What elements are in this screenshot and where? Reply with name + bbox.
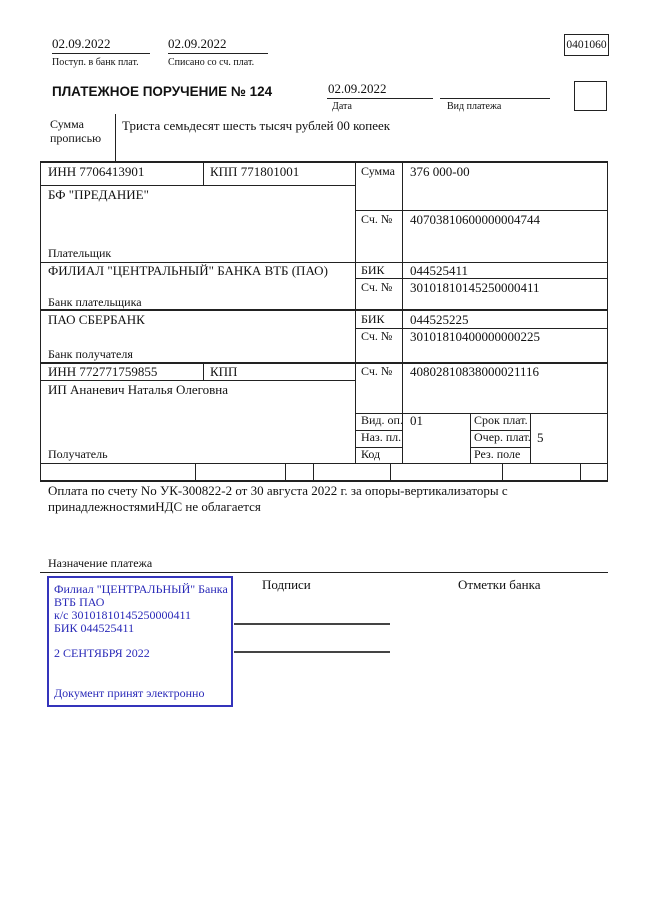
payer-bank-name: ФИЛИАЛ "ЦЕНТРАЛЬНЫЙ" БАНКА ВТБ (ПАО) — [48, 263, 328, 278]
received-date: 02.09.2022 — [52, 36, 111, 51]
sum-value: 376 000-00 — [410, 164, 470, 179]
table-border — [355, 210, 608, 211]
table-border — [195, 463, 196, 480]
bank-marks-label: Отметки банка — [458, 577, 541, 592]
sum-label: Сумма — [361, 164, 395, 178]
stamp-bank-name-2: ВТБ ПАО — [54, 595, 105, 609]
payer-bank-bik: 044525411 — [410, 263, 469, 278]
table-border — [40, 463, 608, 464]
payer-bank-label: Банк плательщика — [48, 295, 142, 309]
order-value: 5 — [537, 430, 544, 445]
stamp-bank-name-1: Филиал "ЦЕНТРАЛЬНЫЙ" Банка — [54, 582, 228, 596]
table-border — [203, 161, 204, 185]
stamp-date: 2 СЕНТЯБРЯ 2022 — [54, 646, 150, 660]
payer-kpp: КПП 771801001 — [210, 164, 300, 179]
table-border — [203, 362, 204, 380]
payer-bank-account: 30101810145250000411 — [410, 280, 540, 295]
purpose-line-2: принадлежностямиНДС не облагается — [48, 499, 261, 514]
amount-words-divider — [115, 114, 116, 162]
form-code: 0401060 — [566, 39, 607, 51]
table-border — [40, 380, 355, 381]
payee-inn: ИНН 772771759855 — [48, 364, 158, 379]
doc-date-label: Дата — [332, 101, 352, 112]
payer-name: БФ "ПРЕДАНИЕ" — [48, 187, 149, 202]
debited-date: 02.09.2022 — [168, 36, 227, 51]
code-label: Код — [361, 447, 381, 461]
payee-name: ИП Ананевич Наталья Олеговна — [48, 382, 228, 397]
bank-stamp — [47, 576, 233, 707]
purpose-bottom-border — [40, 572, 608, 573]
table-border — [502, 463, 503, 480]
payer-account: 40703810600000004744 — [410, 212, 540, 227]
reserve-label: Рез. поле — [474, 447, 521, 461]
table-border — [470, 413, 471, 463]
payee-kpp-label: КПП — [210, 364, 238, 379]
signature-line-1 — [234, 623, 390, 625]
payee-label: Получатель — [48, 447, 108, 461]
payee-bank-bik-label: БИК — [361, 312, 385, 326]
payer-account-label: Сч. № — [361, 212, 393, 226]
table-border — [40, 185, 355, 186]
doc-date: 02.09.2022 — [328, 81, 387, 96]
debited-date-underline — [168, 53, 268, 54]
op-type-label: Вид. оп. — [361, 413, 403, 427]
received-date-underline — [52, 53, 150, 54]
payee-bank-bik: 044525225 — [410, 312, 469, 327]
due-date-label: Срок плат. — [474, 413, 528, 427]
stamp-status: Документ принят электронно — [54, 686, 205, 700]
payee-account: 40802810838000021116 — [410, 364, 540, 379]
payee-account-label: Сч. № — [361, 364, 393, 378]
table-border — [355, 161, 356, 463]
payee-bank-label: Банк получателя — [48, 347, 133, 361]
amount-words-label-2: прописью — [50, 131, 102, 145]
payee-bank-name: ПАО СБЕРБАНК — [48, 312, 145, 327]
order-label: Очер. плат. — [474, 430, 531, 444]
stamp-bik: БИК 044525411 — [54, 621, 135, 635]
payer-label: Плательщик — [48, 246, 112, 260]
debited-date-label: Списано со сч. плат. — [168, 57, 255, 68]
table-border — [40, 480, 608, 482]
amount-words-label-1: Сумма — [50, 117, 84, 131]
payment-type-underline — [440, 98, 550, 99]
table-border — [313, 463, 314, 480]
op-type-value: 01 — [410, 413, 423, 428]
amount-words-value: Триста семьдесят шесть тысяч рублей 00 копеек — [122, 118, 391, 133]
table-border — [40, 161, 608, 163]
payer-bank-bik-label: БИК — [361, 263, 385, 277]
payer-inn: ИНН 7706413901 — [48, 164, 145, 179]
page-title: ПЛАТЕЖНОЕ ПОРУЧЕНИЕ № 124 — [52, 84, 273, 99]
payment-type-label: Вид платежа — [447, 101, 502, 112]
payee-bank-account-label: Сч. № — [361, 329, 393, 343]
form-code-box — [564, 34, 609, 56]
stamp-corr-account: к/с 30101810145250000411 — [54, 608, 192, 622]
payer-bank-account-label: Сч. № — [361, 280, 393, 294]
payee-bank-account: 30101810400000000225 — [410, 329, 540, 344]
table-border — [285, 463, 286, 480]
signature-line-2 — [234, 651, 390, 653]
table-border — [580, 463, 581, 480]
signatures-label: Подписи — [262, 577, 311, 592]
table-border — [607, 161, 608, 480]
table-border — [390, 463, 391, 480]
table-border — [40, 161, 41, 480]
purpose-line-1: Оплата по счету No УК-300822-2 от 30 августа 2022 г. за опоры-вертикализаторы с — [48, 483, 508, 498]
naz-label: Наз. пл. — [361, 430, 402, 444]
received-date-label: Поступ. в банк плат. — [52, 57, 139, 68]
table-border — [355, 278, 608, 279]
doc-date-underline — [327, 98, 433, 99]
payment-type-box — [574, 81, 607, 111]
purpose-label: Назначение платежа — [48, 556, 153, 570]
